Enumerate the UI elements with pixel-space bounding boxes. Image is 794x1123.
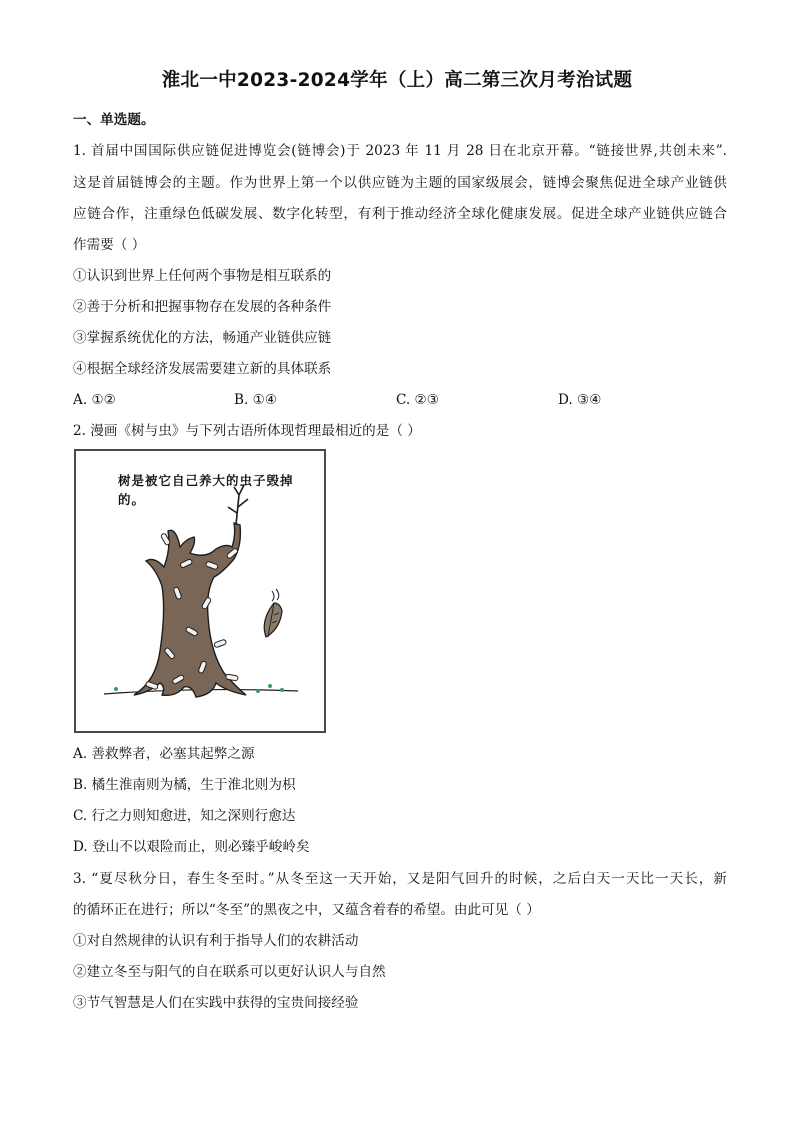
q2-stem: 2. 漫画《树与虫》与下列古语所体现哲理最相近的是（ ） bbox=[73, 423, 421, 439]
q1-stem-line-3: 应链合作，注重绿色低碳发展、数字化转型，有利于推动经济全球化健康发展。促进全球产业链供应链合 bbox=[73, 206, 727, 222]
q1-statement-1: ①认识到世界上任何两个事物是相互联系的 bbox=[73, 268, 332, 284]
page-title: 淮北一中2023-2024学年（上）高二第三次月考治试题 bbox=[161, 70, 633, 91]
q1-statement-4: ④根据全球经济发展需要建立新的具体联系 bbox=[73, 361, 332, 377]
q2-option-a: A. 善救弊者，必塞其起弊之源 bbox=[73, 746, 255, 762]
q1-option-d: D. ③④ bbox=[558, 392, 602, 408]
q3-stem-line-2: 的循环正在进行；所以“冬至”的黑夜之中，又蕴含着春的希望。由此可见（ ） bbox=[73, 902, 540, 918]
q2-option-b: B. 橘生淮南则为橘，生于淮北则为枳 bbox=[73, 777, 296, 793]
q3-stem-line-1: 3. “夏尽秋分日，春生冬至时。”从冬至这一天开始，又是阳气回升的时候，之后白天一天比一天长，新 bbox=[73, 871, 727, 887]
q2-option-c: C. 行之力则知愈进，知之深则行愈达 bbox=[73, 808, 296, 824]
tree-illustration-icon bbox=[76, 451, 324, 731]
q1-option-c: C. ②③ bbox=[396, 392, 439, 408]
comic-caption: 树是被它自己养大的虫子毁掉的。 bbox=[118, 473, 294, 507]
q3-statement-3: ③节气智慧是人们在实践中获得的宝贵间接经验 bbox=[73, 995, 359, 1011]
q3-statement-2: ②建立冬至与阳气的自在联系可以更好认识人与自然 bbox=[73, 964, 386, 980]
q1-option-a: A. ①② bbox=[73, 392, 116, 408]
q1-stem-line-4: 作需要（ ） bbox=[73, 237, 146, 253]
section-heading: 一、单选题。 bbox=[73, 112, 155, 128]
q1-statement-3: ③掌握系统优化的方法，畅通产业链供应链 bbox=[73, 330, 332, 346]
q1-stem-line-1: 1. 首届中国国际供应链促进博览会(链博会)于 2023 年 11 月 28 日在北京开幕。“链接世界,共创未来”. bbox=[73, 143, 727, 159]
tree-and-insects-comic bbox=[74, 449, 326, 733]
q3-statement-1: ①对自然规律的认识有利于指导人们的农耕活动 bbox=[73, 933, 359, 949]
q1-statement-2: ②善于分析和把握事物存在发展的各种条件 bbox=[73, 299, 332, 315]
q2-option-d: D. 登山不以艰险而止，则必臻乎峻岭矣 bbox=[73, 839, 310, 855]
q1-stem-line-2: 这是首届链博会的主题。作为世界上第一个以供应链为主题的国家级展会，链博会聚焦促进全球产业链供 bbox=[73, 175, 727, 191]
q1-option-b: B. ①④ bbox=[234, 392, 278, 408]
